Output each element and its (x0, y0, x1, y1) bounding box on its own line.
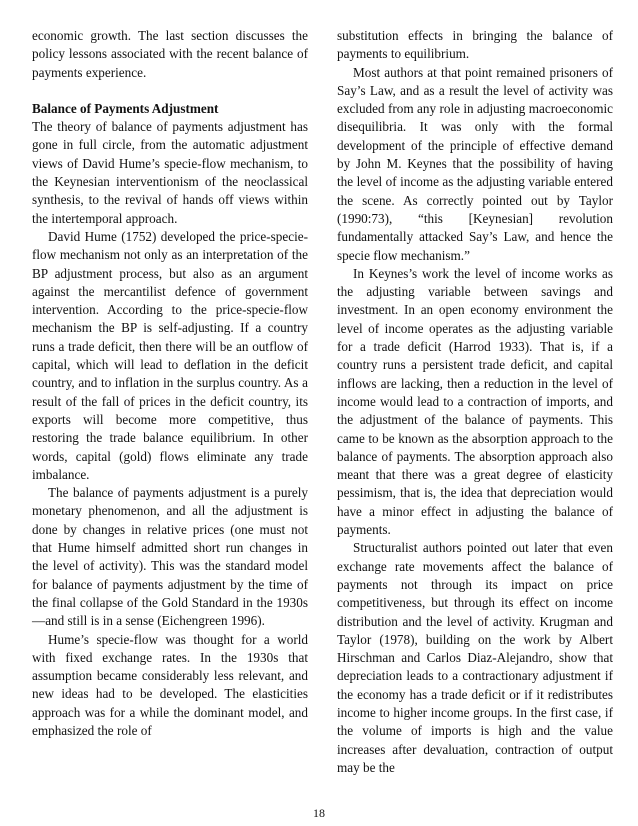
page-number: 18 (313, 806, 325, 820)
paragraph: substitution effects in bringing the balance of payments to equilibrium. (337, 28, 613, 62)
paragraph: Hume’s specie-flow was thought for a world with fixed exchange rates. In the 1930s that assumption became considerably less relevant, and new ideas had to be developed. The elasticities approach was for a while the dominant model, and emphasized the role of (32, 631, 308, 738)
paragraph: The theory of balance of payments adjustment has gone in full circle, from the automatic adjustment views of David Hume’s specie-flow mechanism, to the Keynesian interventionism of the neoclassical synthesis, to the revival of hands off views within the intertemporal approach. (32, 119, 308, 226)
paragraph: Most authors at that point remained prisoners of Say’s Law, and as a result the level of activity was excluded from any role in adjusting macroeconomic disequilibria. It was only with the formal development of the principle of effective demand by John M. Keynes that the possibility of having the level of income as the adjusting variable entered the scene. As correctly pointed out by Taylor (1990:73), “this [Keynesian] revolution fundamentally attacked Say’s Law, and hence the specie flow mechanism.” (337, 64, 613, 263)
paragraph: David Hume (1752) developed the price-specie-flow mechanism not only as an interpretation of the BP adjustment process, but also as an argument against the mercantilist defence of government intervention. According to the price-specie-flow mechanism the BP is self-adjusting. If a country runs a trade deficit, then there will be an outflow of capital, which will lead to deflation in the deficit country, and to inflation in the surplus country. As a result of the fall of prices in the deficit country, its exports will become more competitive, thus restoring the trade balance equilibrium. In other words, capital (gold) flows eliminate any trade imbalance. (32, 228, 308, 482)
right-column (337, 27, 613, 777)
paragraph: In Keynes’s work the level of income works as the adjusting variable between savings and investment. In an open economy environment the level of income operates as the adjusting variable for a trade deficit (Harrod 1933). That is, if a country runs a persistent trade deficit, and capital inflows are lacking, then a reduction in the level of income would lead to a contraction of imports, and the adjustment of the balance of payments. This came to be known as the absorption approach to the balance of payments. The absorption approach also meant that there was a great degree of elasticity pessimism, that is, the idea that depreciation would have a minor effect in adjusting the balance of payments. (337, 265, 613, 538)
section-heading: Balance of Payments Adjustment (32, 100, 219, 116)
paragraph: Structuralist authors pointed out later that even exchange rate movements affect the balance of payments not through its impact on price competitiveness, but through its effect on income distribution and the level of activity. Krugman and Taylor (1978), building on the work by Albert Hirschman and Carlos Diaz-Alejandro, show that depreciation leads to a contractionary adjustment if the economy has a trade deficit or if it redistributes income to higher income groups. In the first case, if the volume of imports is high and the value increases after devaluation, contraction of output may be the (337, 540, 613, 775)
paragraph: The balance of payments adjustment is a purely monetary phenomenon, and all the adjustment is done by changes in relative prices (one must not that Hume himself admitted short run changes in the level of activity). This was the standard model for balance of payments adjustment by the time of the final collapse of the Gold Standard in the 1930s—and still is in a sense (Eichengreen 1996). (32, 485, 308, 629)
left-column (32, 27, 308, 740)
intro-paragraph: economic growth. The last section discusses the policy lessons associated with the recent balance of payments experience. (32, 28, 308, 80)
